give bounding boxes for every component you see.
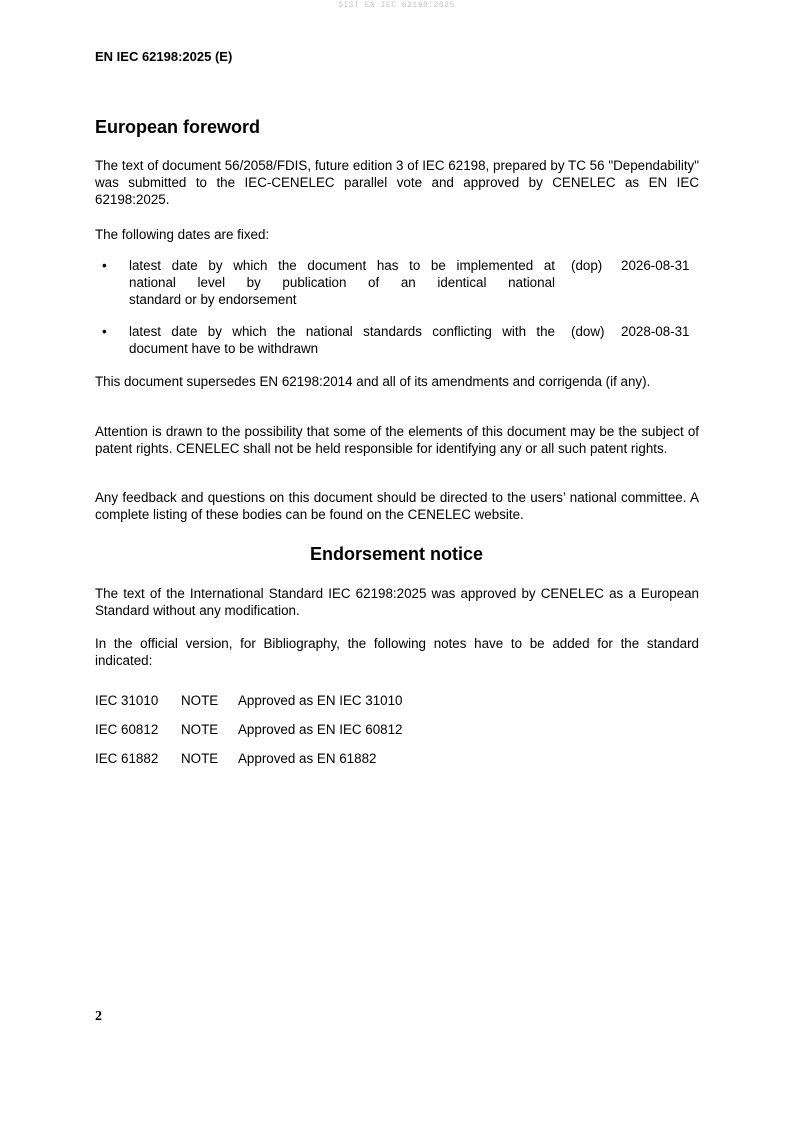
date-item-text: latest date by which the national standards conflicting with the document have to be withdrawn: [129, 324, 555, 356]
date-item-date: 2028-08-31: [621, 324, 690, 339]
note-standard: IEC 61882: [95, 751, 159, 766]
note-label: NOTE: [181, 751, 219, 766]
date-item-date: 2026-08-31: [621, 258, 690, 273]
date-item-code: (dow): [571, 324, 605, 339]
note-label: NOTE: [181, 693, 219, 708]
bibliography-intro-paragraph: In the official version, for Bibliography, the following notes have to be added for the standard indicated:: [95, 636, 699, 668]
supersedes-paragraph: This document supersedes EN 62198:2014 and all of its amendments and corrigenda (if any).: [95, 374, 651, 389]
watermark: SIST EN IEC 62198:2025: [338, 1, 455, 10]
endorsement-paragraph: The text of the International Standard IEC 62198:2025 was approved by CENELEC as a European Standard without any modification.: [95, 586, 699, 618]
note-standard: IEC 60812: [95, 722, 159, 737]
endorsement-title: Endorsement notice: [309, 544, 484, 564]
date-item-code: (dop): [571, 258, 603, 273]
foreword-intro-paragraph: The text of document 56/2058/FDIS, future edition 3 of IEC 62198, prepared by TC 56 "Dependability" was submitted to the IEC-CENELEC parallel vote and approved by CENELEC as EN IEC 62198:2025.: [95, 158, 699, 207]
foreword-title: European foreword: [95, 117, 261, 137]
bullet-icon: •: [102, 324, 107, 339]
note-text: Approved as EN IEC 31010: [238, 693, 403, 708]
date-item-text: latest date by which the document has to be implemented at national level by publication of an identical national standard or by endorsement: [129, 258, 555, 307]
feedback-paragraph: Any feedback and questions on this document should be directed to the users’ national committee. A complete listing of these bodies can be found on the CENELEC website.: [95, 490, 699, 522]
note-text: Approved as EN 61882: [238, 751, 377, 766]
page-number: 2: [95, 1009, 102, 1024]
bullet-icon: •: [102, 258, 107, 273]
note-standard: IEC 31010: [95, 693, 159, 708]
note-text: Approved as EN IEC 60812: [238, 722, 403, 737]
dates-intro-paragraph: The following dates are fixed:: [95, 227, 270, 242]
note-label: NOTE: [181, 722, 219, 737]
document-id-header: EN IEC 62198:2025 (E): [95, 49, 233, 64]
patent-paragraph: Attention is drawn to the possibility that some of the elements of this document may be the subject of patent rights. CENELEC shall not be held responsible for identifying any or all such patent rights.: [95, 424, 699, 456]
